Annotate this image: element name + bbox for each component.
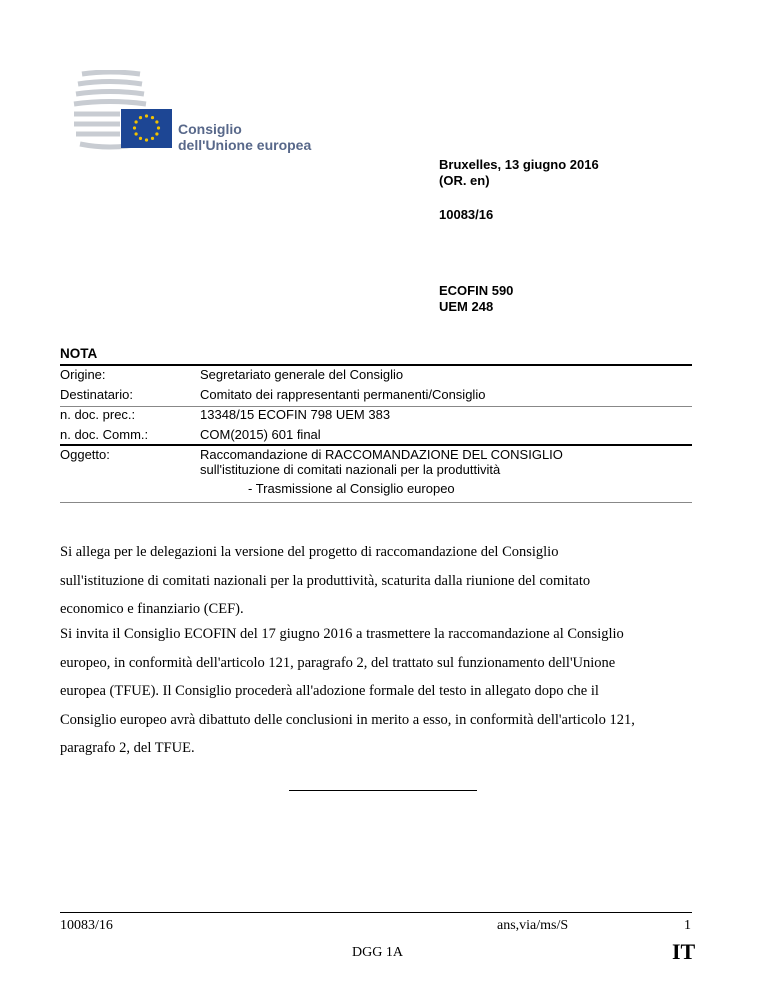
- logo-line-2: dell'Unione europea: [178, 137, 312, 153]
- place-date: Bruxelles, 13 giugno 2016: [439, 157, 599, 172]
- divider-3b: [200, 502, 692, 503]
- value-doc-prec: 13348/15 ECOFIN 798 UEM 383: [200, 407, 391, 422]
- row-oggetto: [60, 447, 692, 503]
- row-destinatario: [60, 387, 692, 407]
- label-doc-comm: n. doc. Comm.:: [60, 427, 149, 442]
- label-origine: Origine:: [60, 367, 106, 382]
- footer-initials: ans,via/ms/S: [497, 918, 569, 933]
- footer-dg: DGG 1A: [352, 945, 403, 960]
- p2-line-1: Si invita il Consiglio ECOFIN del 17 giugno 2016 a trasmettere la raccomandazione al Consiglio: [60, 626, 624, 642]
- place-date-block: [439, 157, 599, 189]
- separator-line: [289, 790, 477, 791]
- nota-title: NOTA: [60, 346, 98, 361]
- oggetto-line-2: sull'istituzione di comitati nazionali per la produttività: [200, 462, 501, 477]
- code-ecofin: ECOFIN 590: [439, 283, 514, 298]
- paragraph-1: [60, 538, 700, 624]
- row-origine: [60, 367, 692, 387]
- footer-rule: [60, 912, 692, 913]
- nota-table: [60, 367, 692, 503]
- original-language: (OR. en): [439, 173, 490, 188]
- p2-line-2: europeo, in conformità dell'articolo 121, paragrafo 2, del trattato sul funzionamento dell'Unione: [60, 654, 616, 671]
- divider-2: [60, 444, 692, 446]
- row-doc-prec: [60, 407, 692, 427]
- footer-doc-number: 10083/16: [60, 918, 113, 933]
- value-doc-comm: COM(2015) 601 final: [200, 427, 321, 442]
- p1-line-2: sull'istituzione di comitati nazionali per la produttività, scaturita dalla riunione del comitato: [60, 572, 591, 589]
- value-origine: Segretariato generale del Consiglio: [200, 367, 404, 382]
- p1-line-1: Si allega per le delegazioni la versione del progetto di raccomandazione del Consiglio: [60, 544, 559, 560]
- code-uem: UEM 248: [439, 299, 494, 314]
- logo-text: [178, 121, 311, 153]
- label-destinatario: Destinatario:: [60, 387, 133, 402]
- oggetto-line-3: - Trasmissione al Consiglio europeo: [248, 481, 455, 496]
- label-oggetto: Oggetto:: [60, 447, 110, 462]
- footer-page-number: 1: [684, 918, 691, 933]
- footer-lang: IT: [672, 939, 696, 964]
- p1-line-3: economico e finanziario (CEF).: [60, 601, 244, 617]
- doc-codes: [439, 283, 513, 315]
- value-destinatario: Comitato dei rappresentanti permanenti/Consiglio: [200, 387, 486, 402]
- p2-line-3: europea (TFUE). Il Consiglio procederà all'adozione formale del testo in allegato dopo che il: [60, 683, 599, 699]
- nota-top-rule: [60, 364, 692, 366]
- label-doc-prec: n. doc. prec.:: [60, 407, 136, 422]
- divider-1: [60, 406, 692, 407]
- p2-line-5: paragrafo 2, del TFUE.: [60, 740, 195, 756]
- p2-line-4: Consiglio europeo avrà dibattuto delle conclusioni in merito a esso, in conformità dell'articolo 121,: [60, 711, 635, 728]
- oggetto-line-1: Raccomandazione di RACCOMANDAZIONE DEL CONSIGLIO: [200, 447, 563, 462]
- logo-line-1: Consiglio: [178, 121, 242, 137]
- doc-number: 10083/16: [439, 207, 494, 222]
- value-oggetto: [200, 447, 692, 503]
- divider-3a: [60, 502, 200, 503]
- paragraph-2: [60, 620, 700, 763]
